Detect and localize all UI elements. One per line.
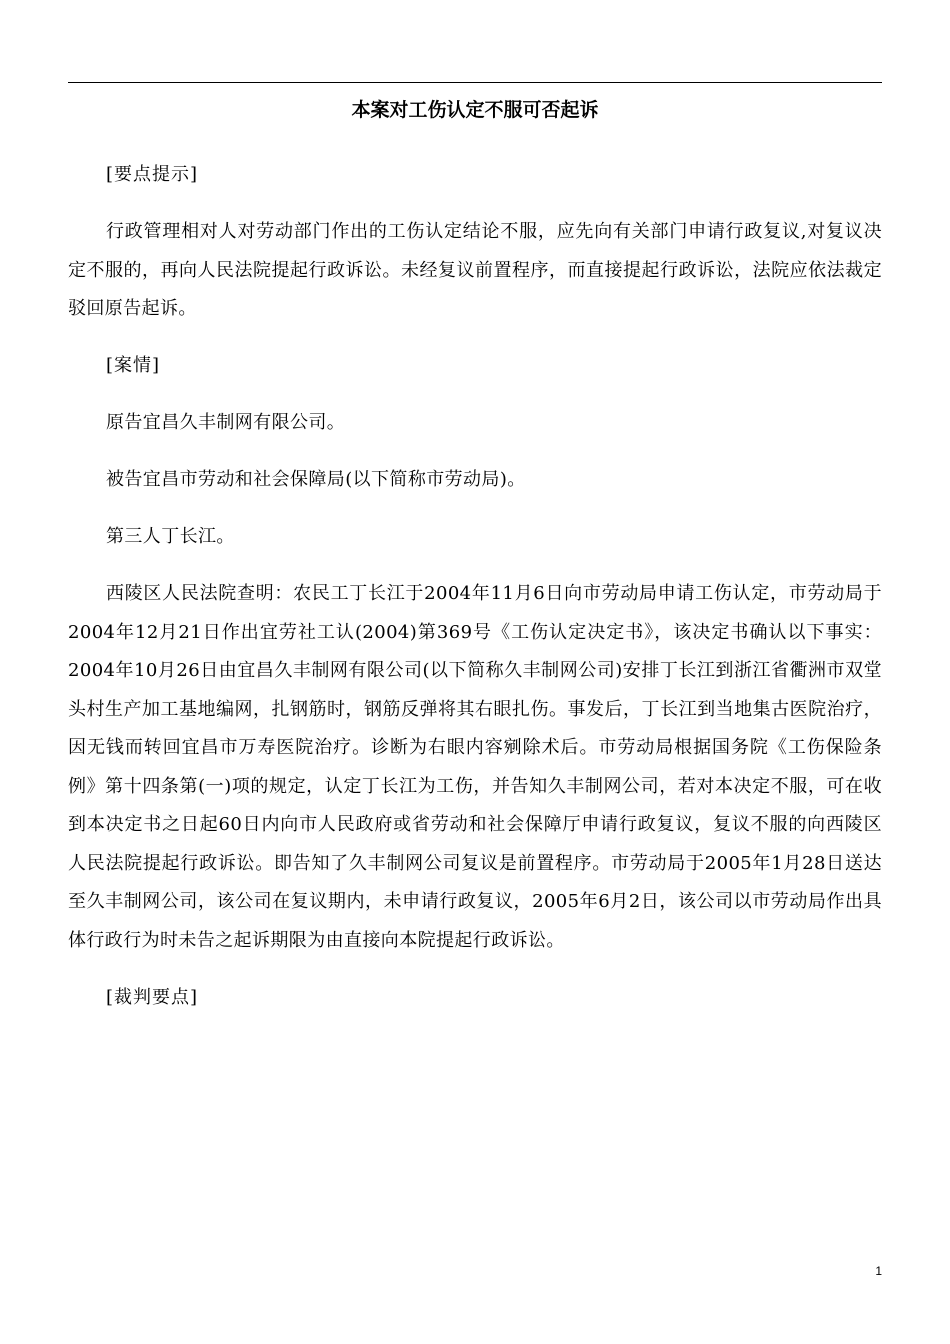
section-heading-judgment-points: [裁判要点] (106, 986, 199, 1008)
key-points-paragraph: 行政管理相对人对劳动部门作出的工伤认定结论不服，应先向有关部门申请行政复议,对复议决定不服的，再向人民法院提起行政诉讼。未经复议前置程序，而直接提起行政诉讼，法院应依法裁定驳回原告起诉。 (68, 221, 882, 319)
court-findings-paragraph: 西陵区人民法院查明：农民工丁长江于2004年11月6日向市劳动局申请工伤认定，市劳动局于2004年12月21日作出宜劳社工认(2004)第369号《工伤认定决定书》，该决定书确认以下事实：2004年10月26日由宜昌久丰制网有限公司(以下简称久丰制网公司)安排丁长江到浙江省衢洲市双堂头村生产加工基地编网，扎钢筋时，钢筋反弹将其右眼扎伤。事发后，丁长江到当地集古医院治疗，因无钱而转回宜昌市万寿医院治疗。诊断为右眼内容剜除术后。市劳动局根据国务院《工伤保险条例》第十四条第(一)项的规定，认定丁长江为工伤，并告知久丰制网公司，若对本决定不服，可在收到本决定书之日起60日内向市人民政府或省劳动和社会保障厅申请行政复议，复议不服的向西陵区人民法院提起行政诉讼。即告知了久丰制网公司复议是前置程序。市劳动局于2005年1月28日送达至久丰制网公司，该公司在复议期内，未申请行政复议，2005年6月2日，该公司以市劳动局作出具体行政行为时未告之起诉期限为由直接向本院提起行政诉讼。 (68, 583, 882, 951)
third-party-paragraph: 第三人丁长江。 (106, 526, 235, 547)
document-body (68, 156, 882, 1017)
section-heading-case-facts: [案情] (106, 355, 161, 376)
page-number: 1 (875, 1264, 882, 1278)
document-title: 本案对工伤认定不服可否起诉 (351, 99, 599, 121)
header-rule (68, 82, 882, 83)
section-heading-key-points: [要点提示] (106, 164, 199, 185)
defendant-paragraph: 被告宜昌市劳动和社会保障局(以下简称市劳动局)。 (106, 469, 526, 490)
plaintiff-paragraph: 原告宜昌久丰制网有限公司。 (106, 412, 346, 433)
